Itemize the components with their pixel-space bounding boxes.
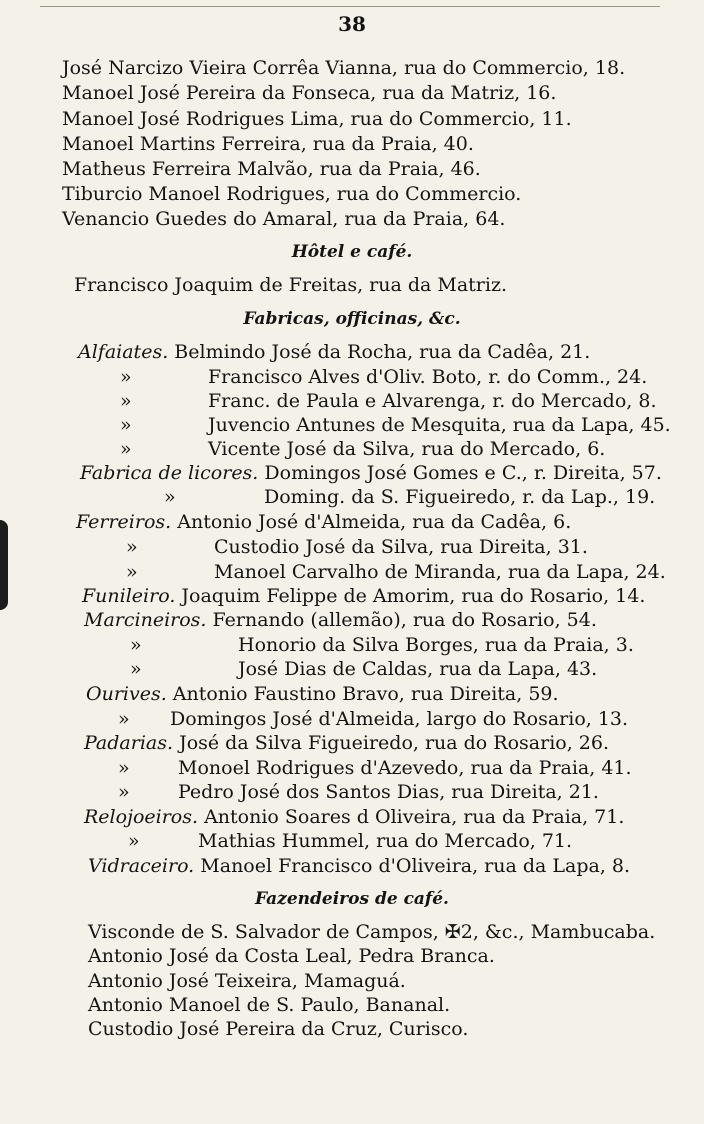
entry-text: Joaquim Felippe de Amorim, rua do Rosario, 14. [181, 585, 646, 607]
ditto-mark: » [126, 536, 138, 558]
fabrica-entry [130, 657, 597, 681]
section-heading-fabricas: Fabricas, officinas, &c. [243, 309, 461, 329]
fabrica-entry [130, 633, 634, 657]
fabrica-entry [88, 854, 630, 878]
fabrica-entry [84, 805, 624, 829]
fabrica-entry [120, 389, 657, 413]
entry-text: Domingos José Gomes e C., r. Direita, 57. [264, 462, 662, 484]
ditto-mark: » [126, 561, 138, 583]
fabrica-entry [76, 510, 571, 534]
entry-text: Pedro José dos Santos Dias, rua Direita, 21. [178, 781, 599, 803]
category-label: Ourives. [86, 683, 167, 705]
fabrica-entry [78, 340, 590, 364]
fabrica-entry [118, 756, 632, 780]
fabrica-entry [86, 682, 559, 706]
category-label: Padarias. [84, 732, 174, 754]
entry-text: Francisco Alves d'Oliv. Boto, r. do Comm., 24. [208, 366, 648, 388]
entry-text: Doming. da S. Figueiredo, r. da Lap., 19. [264, 486, 656, 508]
category-label: Relojoeiros. [84, 806, 199, 828]
entry-text: José Dias de Caldas, rua da Lapa, 43. [238, 658, 598, 680]
entry-text: Franc. de Paula e Alvarenga, r. do Mercado, 8. [208, 390, 657, 412]
page-number: 38 [338, 12, 366, 36]
fabrica-entry [80, 461, 662, 485]
fazendeiro-entry: Custodio José Pereira da Cruz, Curisco. [88, 1018, 469, 1040]
merchant-entry: Tiburcio Manoel Rodrigues, rua do Commercio. [62, 183, 522, 205]
entry-text: Belmindo José da Rocha, rua da Cadêa, 21. [174, 341, 591, 363]
category-label: Ferreiros. [76, 511, 172, 533]
fabrica-entry [120, 365, 647, 389]
entry-text: José da Silva Figueiredo, rua do Rosario, 26. [179, 732, 609, 754]
category-label: Fabrica de licores. [80, 462, 259, 484]
merchant-entry: Manoel Martins Ferreira, rua da Praia, 40. [62, 133, 474, 155]
fabrica-entry [128, 829, 572, 853]
ditto-mark: » [130, 658, 142, 680]
ditto-mark: » [118, 757, 130, 779]
entry-text: Custodio José da Silva, rua Direita, 31. [214, 536, 588, 558]
ditto-mark: » [130, 634, 142, 656]
fazendeiro-entry: Antonio José da Costa Leal, Pedra Branca. [88, 945, 495, 967]
entry-text: Fernando (allemão), rua do Rosario, 54. [212, 609, 597, 631]
ditto-mark: » [118, 781, 130, 803]
fabrica-entry [126, 560, 666, 584]
ditto-mark: » [118, 708, 130, 730]
fazendeiro-entry: Visconde de S. Salvador de Campos, ✠2, &c., Mambucaba. [88, 921, 656, 943]
category-label: Vidraceiro. [88, 855, 195, 877]
hotel-entry: Francisco Joaquim de Freitas, rua da Matriz. [74, 274, 508, 296]
category-label: Alfaiates. [78, 341, 169, 363]
entry-text: Monoel Rodrigues d'Azevedo, rua da Praia, 41. [178, 757, 632, 779]
entry-text: Mathias Hummel, rua do Mercado, 71. [198, 830, 573, 852]
fabrica-entry [118, 780, 599, 804]
ditto-mark: » [128, 830, 140, 852]
fabrica-entry [84, 608, 597, 632]
merchant-entry: Manoel José Pereira da Fonseca, rua da Matriz, 16. [62, 82, 557, 104]
section-heading-hotel: Hôtel e café. [291, 242, 413, 262]
category-label: Funileiro. [82, 585, 176, 607]
fabrica-entry [120, 413, 671, 437]
section-heading-fazendeiros: Fazendeiros de café. [255, 889, 449, 909]
fabrica-entry [118, 707, 628, 731]
ditto-mark: » [120, 390, 132, 412]
fazendeiro-entry: Antonio Manoel de S. Paulo, Bananal. [88, 994, 451, 1016]
entry-text: Juvencio Antunes de Mesquita, rua da Lapa, 45. [208, 414, 671, 436]
entry-text: Manoel Francisco d'Oliveira, rua da Lapa, 8. [200, 855, 631, 877]
binding-shadow [0, 520, 8, 610]
entry-text: Antonio José d'Almeida, rua da Cadêa, 6. [177, 511, 572, 533]
ditto-mark: » [164, 486, 176, 508]
merchant-entry: Matheus Ferreira Malvão, rua da Praia, 46. [62, 158, 481, 180]
entry-text: Antonio Faustino Bravo, rua Direita, 59. [172, 683, 559, 705]
fabrica-entry [84, 731, 609, 755]
fabrica-entry [82, 584, 645, 608]
merchant-entry: José Narcizo Vieira Corrêa Vianna, rua do Commercio, 18. [62, 57, 626, 79]
merchant-entry: Manoel José Rodrigues Lima, rua do Commercio, 11. [62, 108, 572, 130]
entry-text: Domingos José d'Almeida, largo do Rosario, 13. [170, 708, 629, 730]
fabrica-entry [120, 437, 605, 461]
category-label: Marcineiros. [84, 609, 207, 631]
ditto-mark: » [120, 366, 132, 388]
ditto-mark: » [120, 414, 132, 436]
fazendeiro-entry: Antonio José Teixeira, Mamaguá. [88, 970, 406, 992]
merchant-entry: Venancio Guedes do Amaral, rua da Praia, 64. [62, 208, 506, 230]
fabrica-entry [164, 485, 655, 509]
entry-text: Manoel Carvalho de Miranda, rua da Lapa, 24. [214, 561, 666, 583]
ditto-mark: » [120, 438, 132, 460]
fabrica-entry [126, 535, 588, 559]
top-rule [40, 6, 660, 7]
entry-text: Vicente José da Silva, rua do Mercado, 6. [208, 438, 606, 460]
entry-text: Honorio da Silva Borges, rua da Praia, 3. [238, 634, 634, 656]
entry-text: Antonio Soares d Oliveira, rua da Praia, 71. [204, 806, 625, 828]
